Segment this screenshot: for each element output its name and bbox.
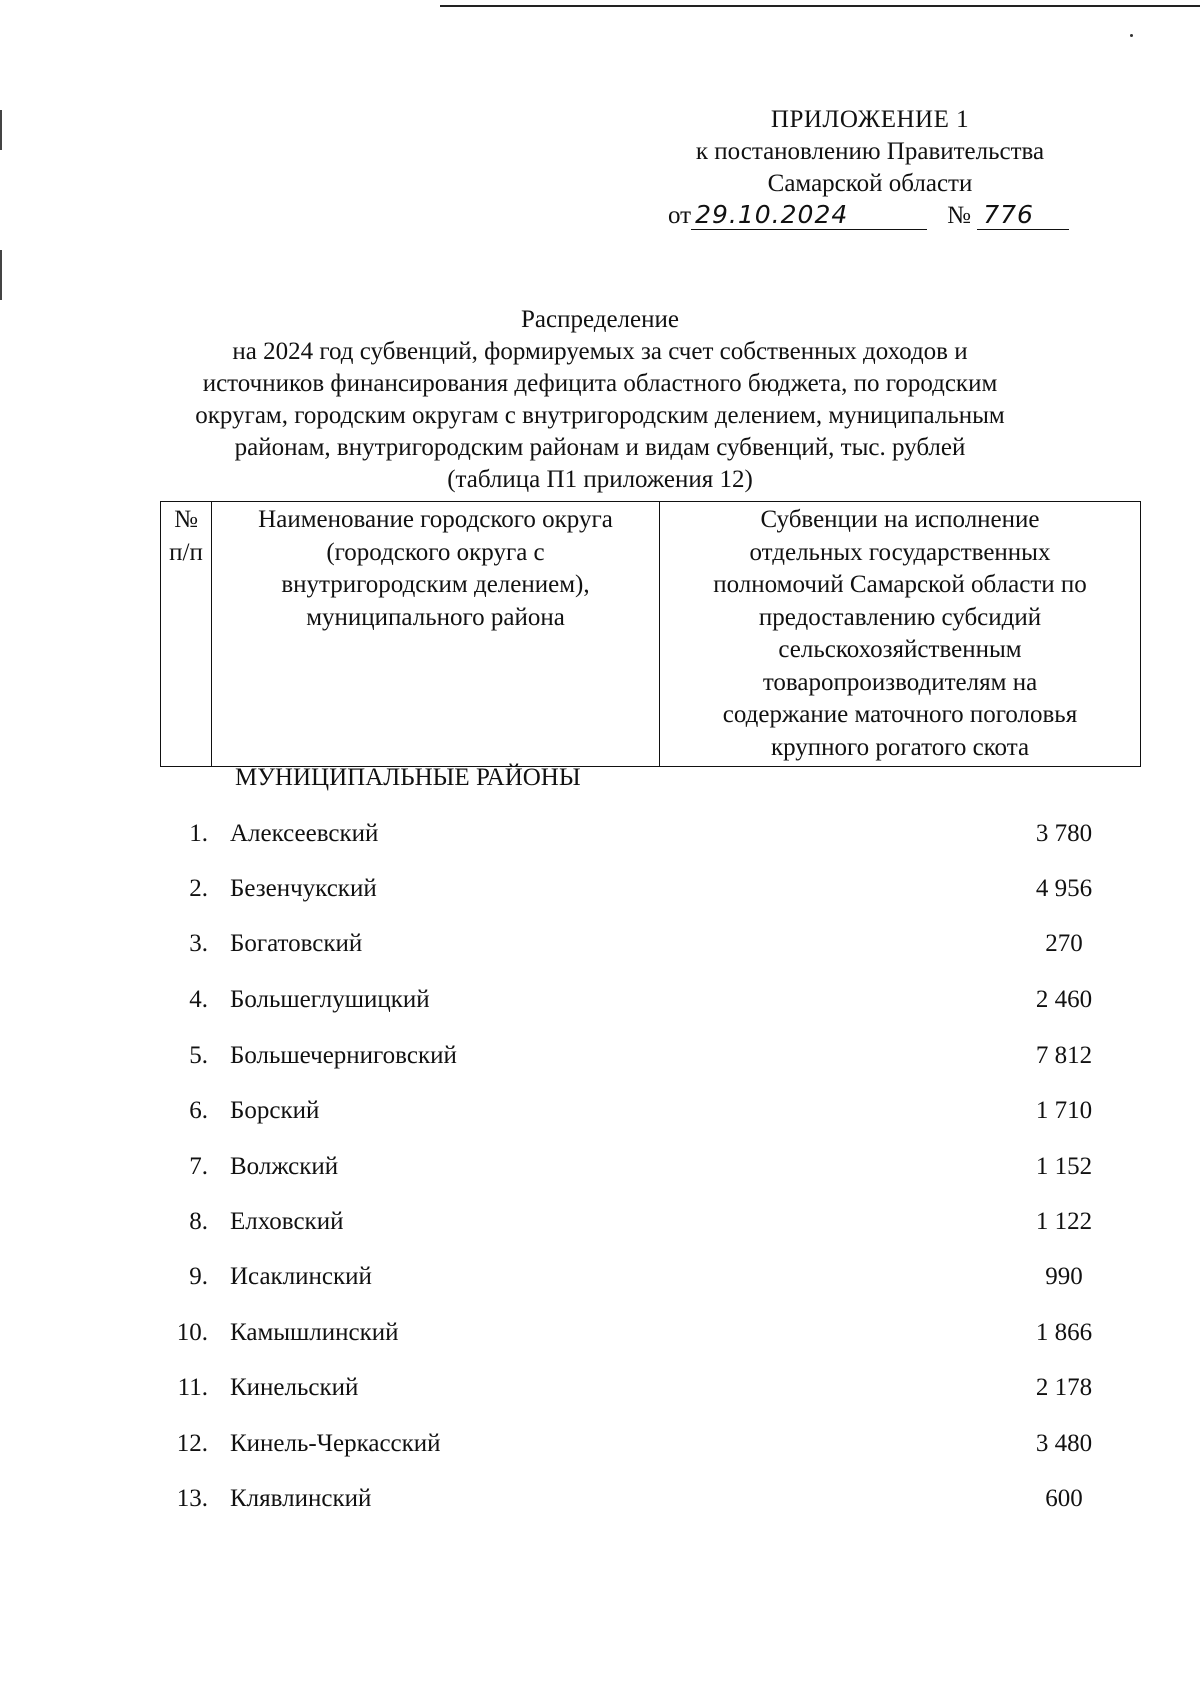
header-text: (городского округа с <box>326 538 545 566</box>
header-text: Субвенции на исполнение <box>760 506 1040 533</box>
scan-edge-mark <box>0 250 2 300</box>
header-text: Наименование городского округа <box>258 506 613 533</box>
header-text: содержание маточного поголовья <box>722 701 1078 728</box>
decree-date: 29.10.2024 <box>691 200 927 230</box>
row-number: 10. <box>176 1319 208 1346</box>
row-number: 1. <box>189 820 208 847</box>
table-header <box>160 501 1141 767</box>
appendix-line: к постановлению Правительства <box>695 138 1045 165</box>
header-text: внутригородским делением), <box>281 571 590 598</box>
row-number: 11. <box>177 1374 208 1401</box>
table-row <box>160 1208 1100 1248</box>
appendix-block <box>640 104 1100 200</box>
row-number: 8. <box>189 1208 208 1235</box>
row-value: 3 480 <box>1035 1430 1093 1457</box>
row-name: Борский <box>230 1097 320 1124</box>
table-row <box>160 1485 1100 1525</box>
heading-line: (таблица П1 приложения 12) <box>447 466 753 493</box>
row-number: 3. <box>189 930 208 957</box>
table-row <box>160 1042 1100 1082</box>
table-row <box>160 1430 1100 1470</box>
table-row <box>160 1319 1100 1359</box>
table-row <box>160 875 1100 915</box>
row-name: Большеглушицкий <box>230 986 430 1013</box>
row-value: 1 122 <box>1035 1208 1093 1235</box>
row-number: 5. <box>189 1042 208 1069</box>
section-title: МУНИЦИПАЛЬНЫЕ РАЙОНЫ <box>235 764 581 791</box>
row-value: 1 866 <box>1035 1319 1093 1346</box>
row-number: 4. <box>189 986 208 1013</box>
date-prefix: от <box>668 202 692 229</box>
row-name: Кинельский <box>230 1374 359 1401</box>
scan-speck <box>1130 34 1133 37</box>
heading-line: районам, внутригородским районам и видам субвенций, тыс. рублей <box>234 434 966 461</box>
scan-edge-mark <box>0 110 2 150</box>
row-value: 1 152 <box>1035 1153 1093 1180</box>
number-sign: № <box>947 202 971 229</box>
header-col-number <box>161 502 212 767</box>
row-value: 1 710 <box>1035 1097 1093 1124</box>
header-col-name <box>212 502 660 767</box>
document-heading <box>160 304 1040 496</box>
header-text: сельскохозяйственным <box>778 636 1022 663</box>
row-value: 3 780 <box>1035 820 1093 847</box>
row-number: 9. <box>189 1263 208 1290</box>
row-value: 4 956 <box>1035 875 1093 902</box>
row-value: 600 <box>1045 1485 1083 1512</box>
header-text: муниципального района <box>306 603 565 631</box>
row-name: Большечерниговский <box>230 1042 457 1069</box>
header-col-subvention <box>660 502 1141 767</box>
row-name: Богатовский <box>230 930 363 957</box>
row-name: Клявлинский <box>230 1485 372 1512</box>
row-name: Камышлинский <box>230 1319 399 1346</box>
header-text: п/п <box>169 538 203 566</box>
header-text: предоставлению субсидий <box>758 603 1042 631</box>
row-number: 7. <box>189 1153 208 1180</box>
row-value: 270 <box>1045 930 1083 957</box>
heading-line: на 2024 год субвенций, формируемых за счет собственных доходов и <box>232 338 968 365</box>
row-number: 2. <box>189 875 208 902</box>
header-text: полномочий Самарской области по <box>713 571 1087 598</box>
row-name: Кинель-Черкасский <box>230 1430 441 1457</box>
heading-line: Распределение <box>521 306 679 333</box>
decree-date-line <box>668 200 1069 230</box>
header-text: № <box>174 506 198 533</box>
row-value: 990 <box>1045 1263 1083 1290</box>
decree-number: 776 <box>977 200 1069 230</box>
heading-line: источников финансирования дефицита областного бюджета, по городским <box>202 370 998 397</box>
table-row <box>160 1153 1100 1193</box>
table-row <box>160 1263 1100 1303</box>
row-value: 2 178 <box>1035 1374 1093 1401</box>
row-number: 6. <box>189 1097 208 1124</box>
row-name: Алексеевский <box>230 820 379 847</box>
row-name: Волжский <box>230 1153 339 1180</box>
appendix-title: ПРИЛОЖЕНИЕ 1 <box>770 106 970 133</box>
row-value: 7 812 <box>1035 1042 1093 1069</box>
appendix-line: Самарской области <box>767 170 973 197</box>
row-number: 13. <box>176 1485 208 1512</box>
table-row <box>160 1374 1100 1414</box>
table-row <box>160 1097 1100 1137</box>
row-name: Безенчукский <box>230 875 377 902</box>
row-value: 2 460 <box>1035 986 1093 1013</box>
heading-line: округам, городским округам с внутригородским делением, муниципальным <box>195 402 1005 429</box>
header-text: отдельных государственных <box>749 538 1051 566</box>
table-row <box>160 820 1100 860</box>
row-name: Исаклинский <box>230 1263 372 1290</box>
row-name: Елховский <box>230 1208 344 1235</box>
header-text: крупного рогатого скота <box>770 733 1030 761</box>
scan-border-line <box>440 5 1200 7</box>
header-text: товаропроизводителям на <box>762 668 1038 696</box>
table-row <box>160 986 1100 1026</box>
table-row <box>160 930 1100 970</box>
row-number: 12. <box>176 1430 208 1457</box>
